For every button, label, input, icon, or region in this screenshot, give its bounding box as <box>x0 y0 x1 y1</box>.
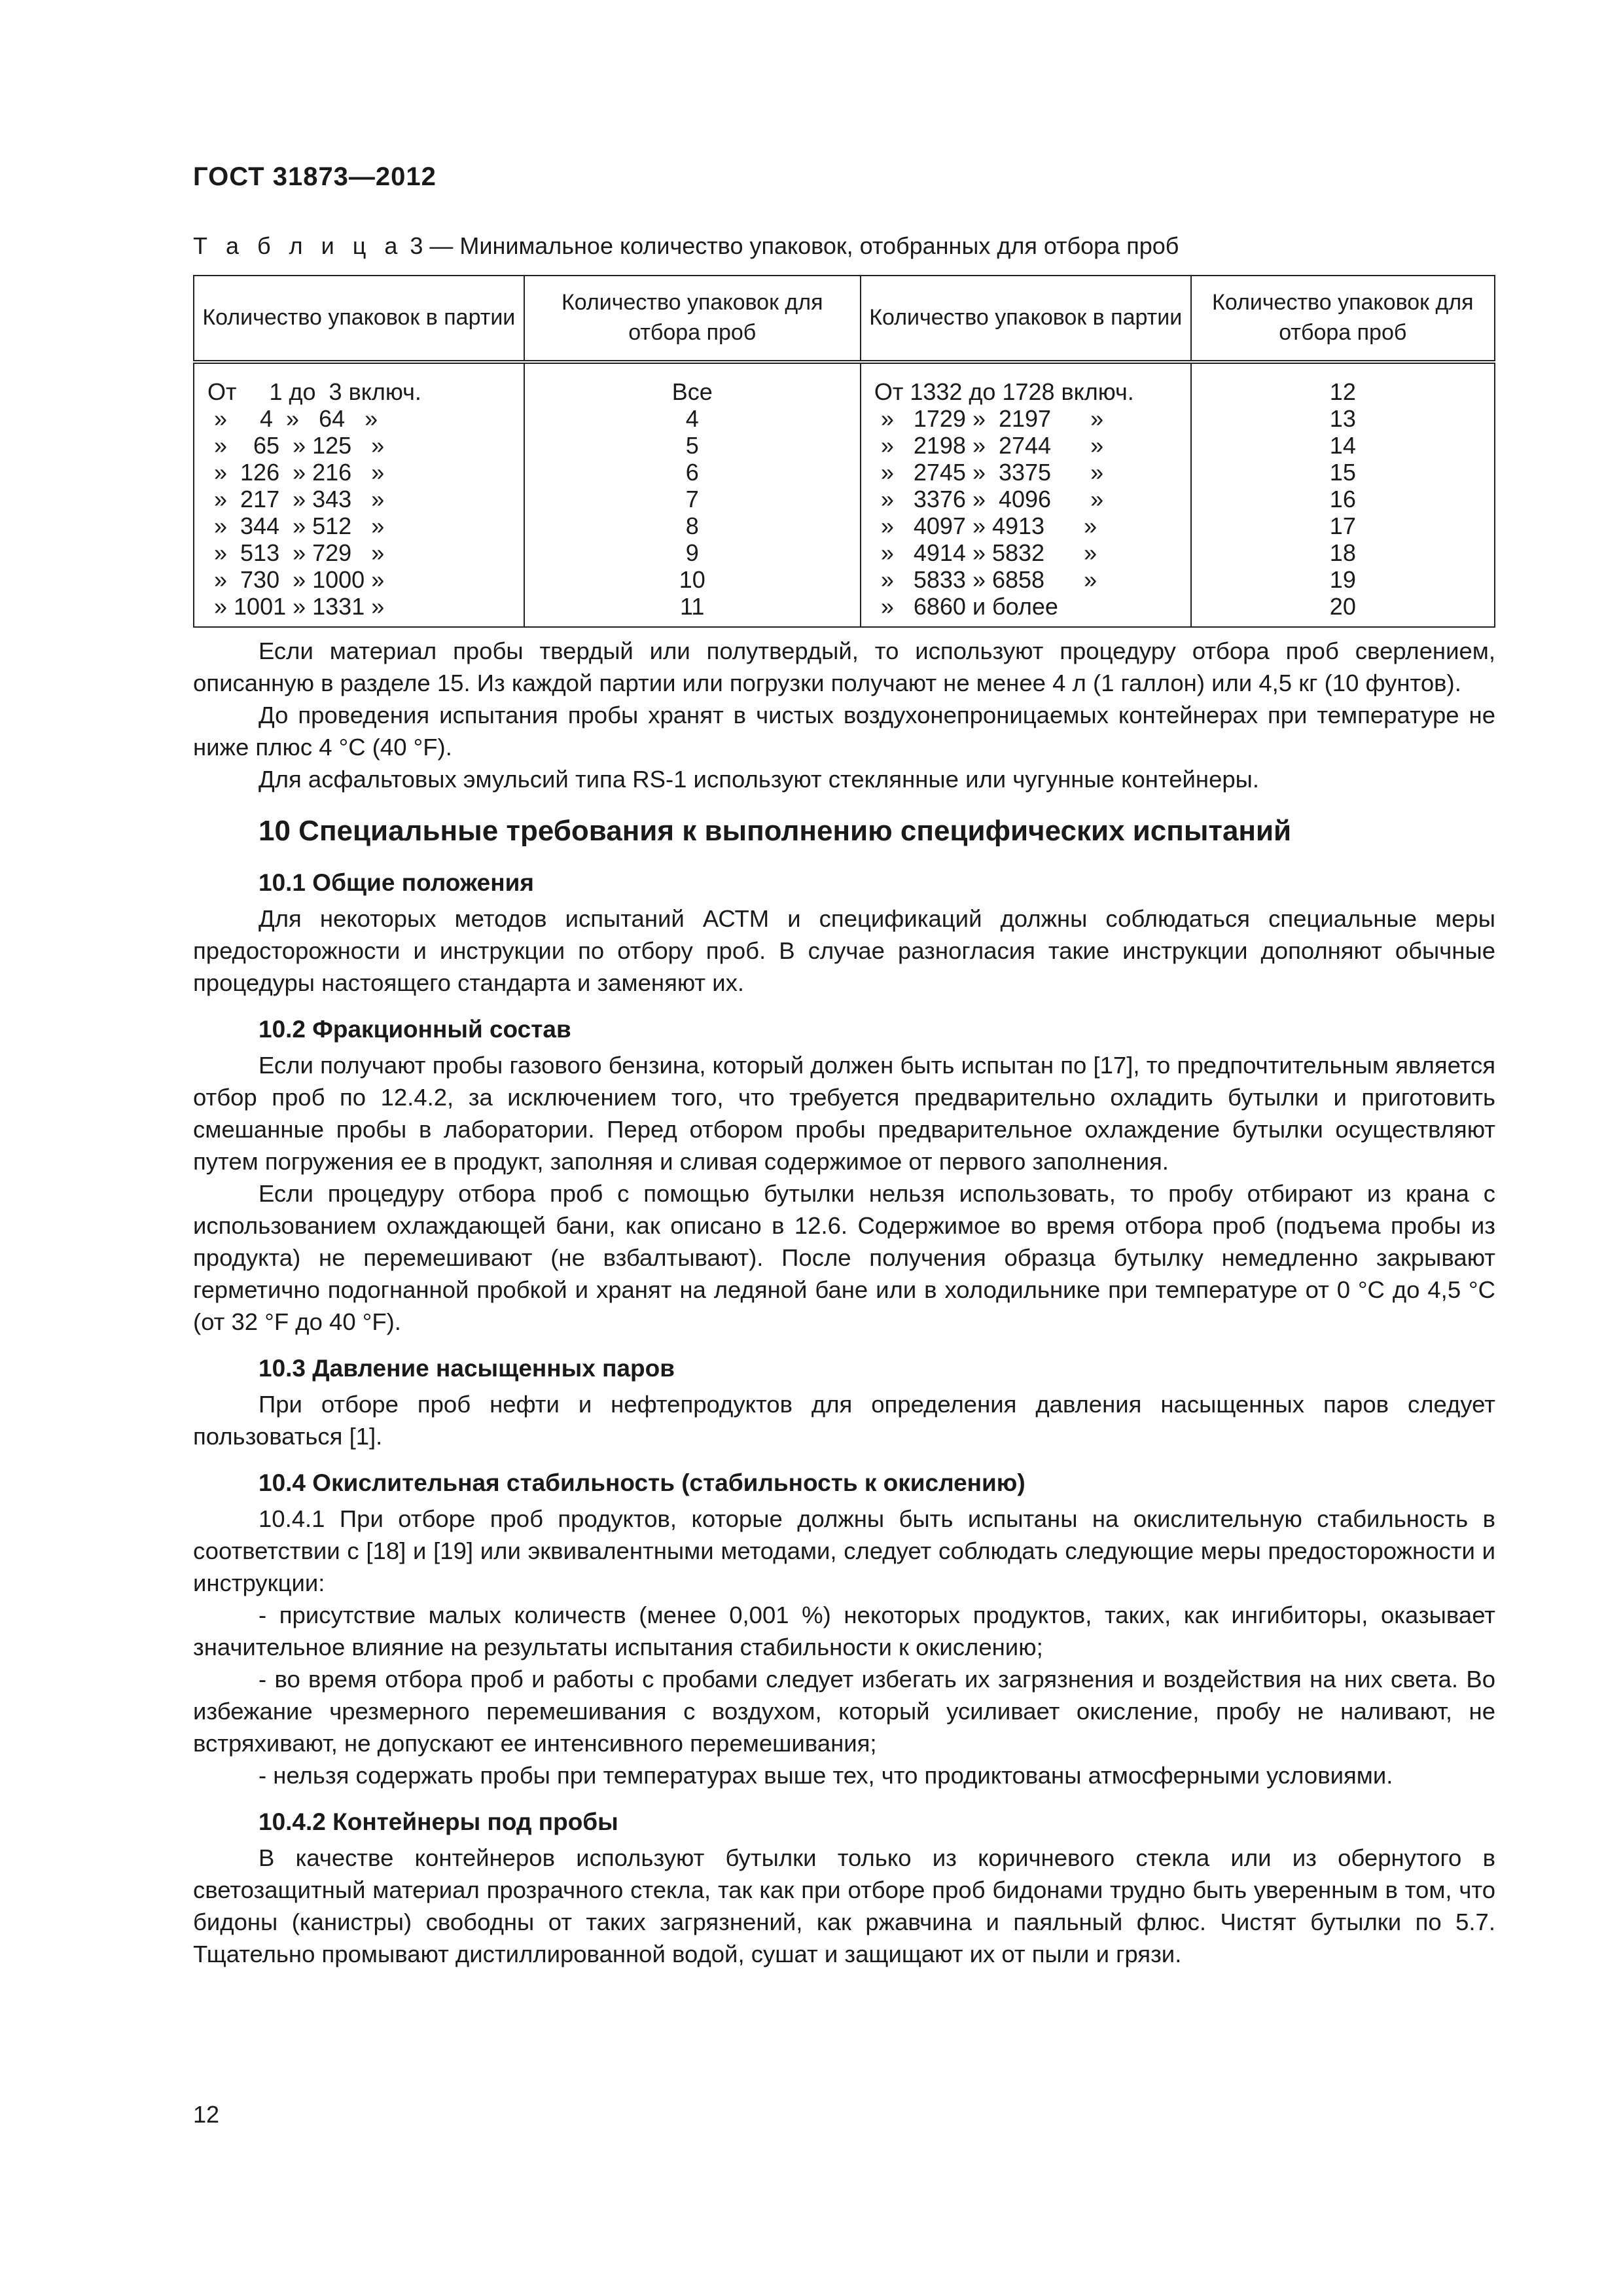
table-cell: » 1729 » 2197 » <box>874 405 1104 432</box>
table-header-cell: Количество упаковок для отбора проб <box>1191 276 1495 362</box>
section-heading: 10 Специальные требования к выполнению специфических испытаний <box>259 815 1292 847</box>
paragraph: Для асфальтовых эмульсий типа RS-1 используют стеклянные или чугунные контейнеры. <box>259 766 1260 793</box>
table-cell: » 1001 » 1331 » <box>207 593 385 620</box>
table-header-cell: Количество упаковок в партии <box>194 276 524 362</box>
table-cell: » 4 » 64 » <box>207 405 378 432</box>
subsection-heading: 10.4 Окислительная стабильность (стабильность к окислению) <box>259 1469 1026 1496</box>
table-cell: 17 <box>1329 512 1356 539</box>
body-text <box>193 635 1495 1970</box>
table-cell: » 4097 » 4913 » <box>874 512 1097 539</box>
table-cell: 14 <box>1329 432 1356 459</box>
table-cell: 18 <box>1329 539 1356 566</box>
table-cell: » 3376 » 4096 » <box>874 486 1104 512</box>
document-code: ГОСТ 31873—2012 <box>193 162 437 191</box>
list-item: - нельзя содержать пробы при температурах выше тех, что продиктованы атмосферными условиями. <box>259 1762 1393 1789</box>
packages-table <box>193 275 1495 628</box>
list-item: - во время отбора проб и работы с пробами следует избегать их загрязнения и воздействия на них света. Во избежание чрезмерного перемешивания с воздухом, который усиливает окисление, пробу не наливают, не встряхивают, не допускают ее интенсивного перемешивания; <box>193 1666 1495 1757</box>
paragraph: 10.4.1 При отборе проб продуктов, которые должны быть испытаны на окислительную стабильность в соответствии с [18] и [19] или эквивалентными методами, следует соблюдать следующие меры предосторожности и инструкции: <box>193 1505 1495 1596</box>
table-cell: 16 <box>1329 486 1356 512</box>
table-cell: 7 <box>685 486 699 512</box>
table-cell: » 730 » 1000 » <box>207 566 385 593</box>
table-cell: » 65 » 125 » <box>207 432 385 459</box>
table-cell: » 2745 » 3375 » <box>874 459 1104 486</box>
paragraph: До проведения испытания пробы хранят в чистых воздухонепроницаемых контейнерах при температуре не ниже плюс 4 °С (40 °F). <box>193 702 1495 761</box>
table-cell: Все <box>671 378 713 405</box>
paragraph: При отборе проб нефти и нефтепродуктов для определения давления насыщенных паров следует пользоваться [1]. <box>193 1391 1495 1450</box>
table-header-cell: Количество упаковок для отбора проб <box>524 276 861 362</box>
table-cell: 15 <box>1329 459 1356 486</box>
lot-size-column-right <box>861 362 1191 627</box>
table-cell: От 1 до 3 включ. <box>207 378 421 405</box>
paragraph: В качестве контейнеров используют бутылки только из коричневого стекла или из обернутого в светозащитный материал прозрачного стекла, так как при отборе проб бидонами трудно быть уверенным в том, что бидоны (канистры) свободны от таких загрязнений, как ржавчина и паяльный флюс. Чистят бутылки по 5.7. Тщательно промывают дистиллированной водой, сушат и защищают их от пыли и грязи. <box>193 1844 1495 1967</box>
list-item: - присутствие малых количеств (менее 0,001 %) некоторых продуктов, таких, как ингибиторы, оказывает значительное влияние на результаты испытания стабильности к окислению; <box>193 1602 1495 1660</box>
table-caption-text: 3 — Минимальное количество упаковок, отобранных для отбора проб <box>403 232 1179 259</box>
table-caption <box>193 232 1179 260</box>
sample-count-column-right <box>1191 362 1495 627</box>
table-cell: 20 <box>1329 593 1356 620</box>
table-cell: 4 <box>685 405 699 432</box>
table-cell: 5 <box>685 432 699 459</box>
table-header-row <box>194 276 1495 362</box>
subsection-heading: 10.3 Давление насыщенных паров <box>259 1355 675 1382</box>
table-cell: 10 <box>679 566 705 593</box>
table-cell: » 344 » 512 » <box>207 512 385 539</box>
table-cell: 19 <box>1329 566 1356 593</box>
table-cell: » 5833 » 6858 » <box>874 566 1097 593</box>
table-cell: » 4914 » 5832 » <box>874 539 1097 566</box>
sample-count-column-left <box>524 362 861 627</box>
paragraph: Если процедуру отбора проб с помощью бутылки нельзя использовать, то пробу отбирают из крана с использованием охлаждающей бани, как описано в 12.6. Содержимое во время отбора проб (подъема пробы из продукта) не перемешивают (не взбалтывают). После получения образца бутылку немедленно закрывают герметично подогнанной пробкой и хранят на ледяной бане или в холодильнике при температуре от 0 °С до 4,5 °С (от 32 °F до 40 °F). <box>193 1180 1495 1335</box>
lot-size-column-left <box>194 362 524 627</box>
table-cell: 6 <box>685 459 699 486</box>
table-header-cell: Количество упаковок в партии <box>861 276 1191 362</box>
table-cell: 13 <box>1329 405 1356 432</box>
subsection-heading: 10.1 Общие положения <box>259 869 534 896</box>
paragraph: Если получают пробы газового бензина, который должен быть испытан по [17], то предпочтительным является отбор проб по 12.4.2, за исключением того, что требуется предварительно охладить бутылки и приготовить смешанные пробы в лаборатории. Перед отбором пробы предварительное охлаждение бутылки осуществляют путем погружения ее в продукт, заполняя и сливая содержимое от первого заполнения. <box>193 1052 1495 1175</box>
paragraph: Для некоторых методов испытаний АСТМ и спецификаций должны соблюдаться специальные меры предосторожности и инструкции по отбору проб. В случае разногласия такие инструкции дополняют обычные процедуры настоящего стандарта и заменяют их. <box>193 905 1495 996</box>
paragraph: Если материал пробы твердый или полутвердый, то используют процедуру отбора проб сверлением, описанную в разделе 15. Из каждой партии или погрузки получают не менее 4 л (1 галлон) или 4,5 кг (10 фунтов). <box>193 637 1495 696</box>
table-caption-label: Т а б л и ц а <box>193 232 404 259</box>
table-cell: 9 <box>685 539 699 566</box>
subsection-heading: 10.2 Фракционный состав <box>259 1016 571 1043</box>
table-cell: » 126 » 216 » <box>207 459 385 486</box>
table-row <box>194 362 1495 627</box>
table-cell: 8 <box>685 512 699 539</box>
table-cell: » 217 » 343 » <box>207 486 385 512</box>
table-cell: От 1332 до 1728 включ. <box>874 378 1134 405</box>
subsection-heading: 10.4.2 Контейнеры под пробы <box>259 1808 618 1835</box>
page-number: 12 <box>193 2101 220 2128</box>
table-cell: » 513 » 729 » <box>207 539 385 566</box>
table-cell: » 6860 и более <box>874 593 1058 620</box>
table-cell: » 2198 » 2744 » <box>874 432 1104 459</box>
table-cell: 12 <box>1329 378 1356 405</box>
table-cell: 11 <box>680 593 705 620</box>
